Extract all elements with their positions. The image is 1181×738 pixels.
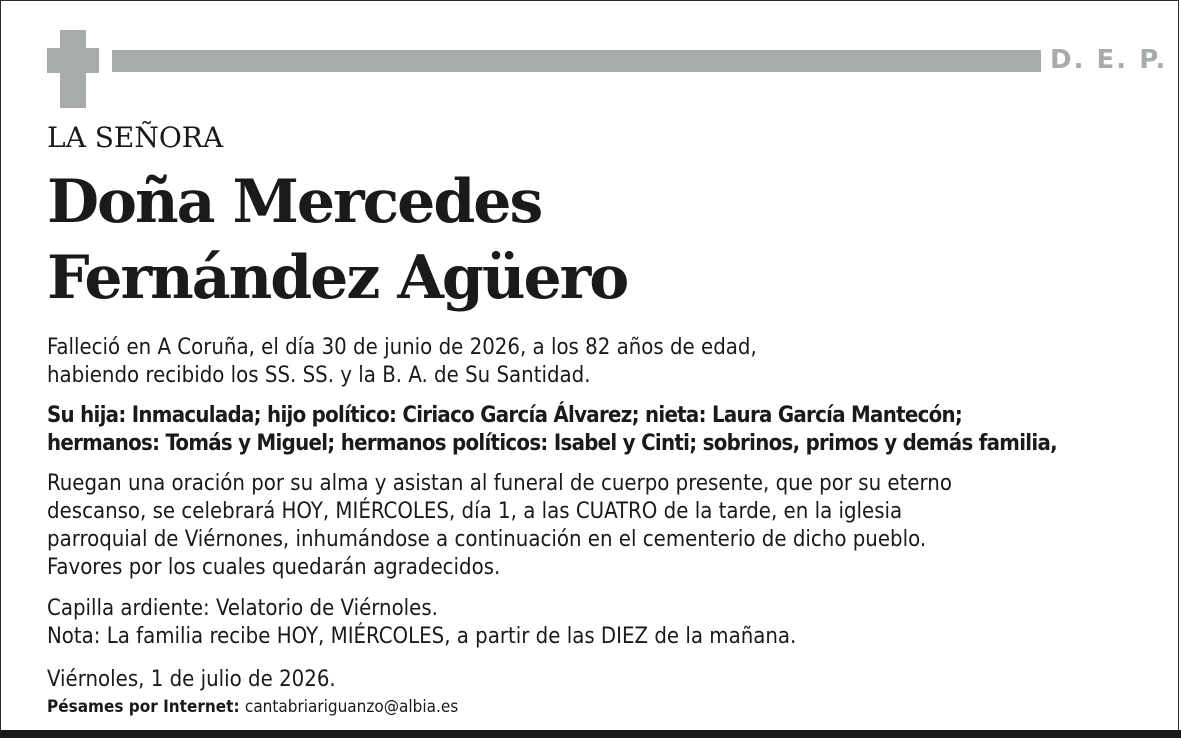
note-line: Nota: La familia recibe HOY, MIÉRCOLES, a partir de las DIEZ de la mañana. bbox=[47, 624, 797, 649]
header-divider bbox=[112, 50, 1041, 72]
condolences-email[interactable]: cantabriariguanzo@albia.es bbox=[244, 697, 459, 717]
bottom-rule bbox=[0, 730, 1181, 738]
family-line-1: Su hija: Inmaculada; hijo político: Ciriaco García Álvarez; nieta: Laura García Mantecón; bbox=[47, 403, 963, 428]
prayer-line-4: Favores por los cuales quedarán agradecidos. bbox=[47, 555, 501, 580]
prayer-line-1: Ruegan una oración por su alma y asistan al funeral de cuerpo presente, que por su eterno bbox=[47, 471, 952, 496]
condolences-line bbox=[47, 696, 458, 718]
cross-icon-bar bbox=[47, 48, 99, 73]
family-line-2: hermanos: Tomás y Miguel; hermanos políticos: Isabel y Cinti; sobrinos, primos y demás familia, bbox=[47, 431, 1057, 456]
condolences-label: Pésames por Internet: bbox=[47, 697, 240, 717]
prayer-line-3: parroquial de Viérnones, inhumándose a continuación en el cementerio de dicho pueblo. bbox=[47, 527, 927, 552]
title-label: LA SEÑORA bbox=[47, 121, 224, 154]
name-line-1: Doña Mercedes bbox=[47, 167, 542, 237]
death-paragraph bbox=[47, 334, 757, 390]
prayer-paragraph bbox=[47, 470, 952, 582]
dep-heading: D. E. P. bbox=[1050, 45, 1168, 75]
chapel-line: Capilla ardiente: Velatorio de Viérnoles. bbox=[47, 596, 438, 621]
death-line-2: habiendo recibido los SS. SS. y la B. A. de Su Santidad. bbox=[47, 363, 591, 388]
death-line-1: Falleció en A Coruña, el día 30 de junio de 2026, a los 82 años de edad, bbox=[47, 335, 757, 360]
prayer-line-2: descanso, se celebrará HOY, MIÉRCOLES, día 1, a las CUATRO de la tarde, en la iglesia bbox=[47, 499, 903, 524]
name-line-2: Fernández Agüero bbox=[47, 243, 628, 313]
deceased-name bbox=[47, 164, 627, 316]
family-paragraph bbox=[47, 402, 1057, 458]
chapel-paragraph bbox=[47, 595, 796, 651]
place-date: Viérnoles, 1 de julio de 2026. bbox=[47, 667, 336, 692]
